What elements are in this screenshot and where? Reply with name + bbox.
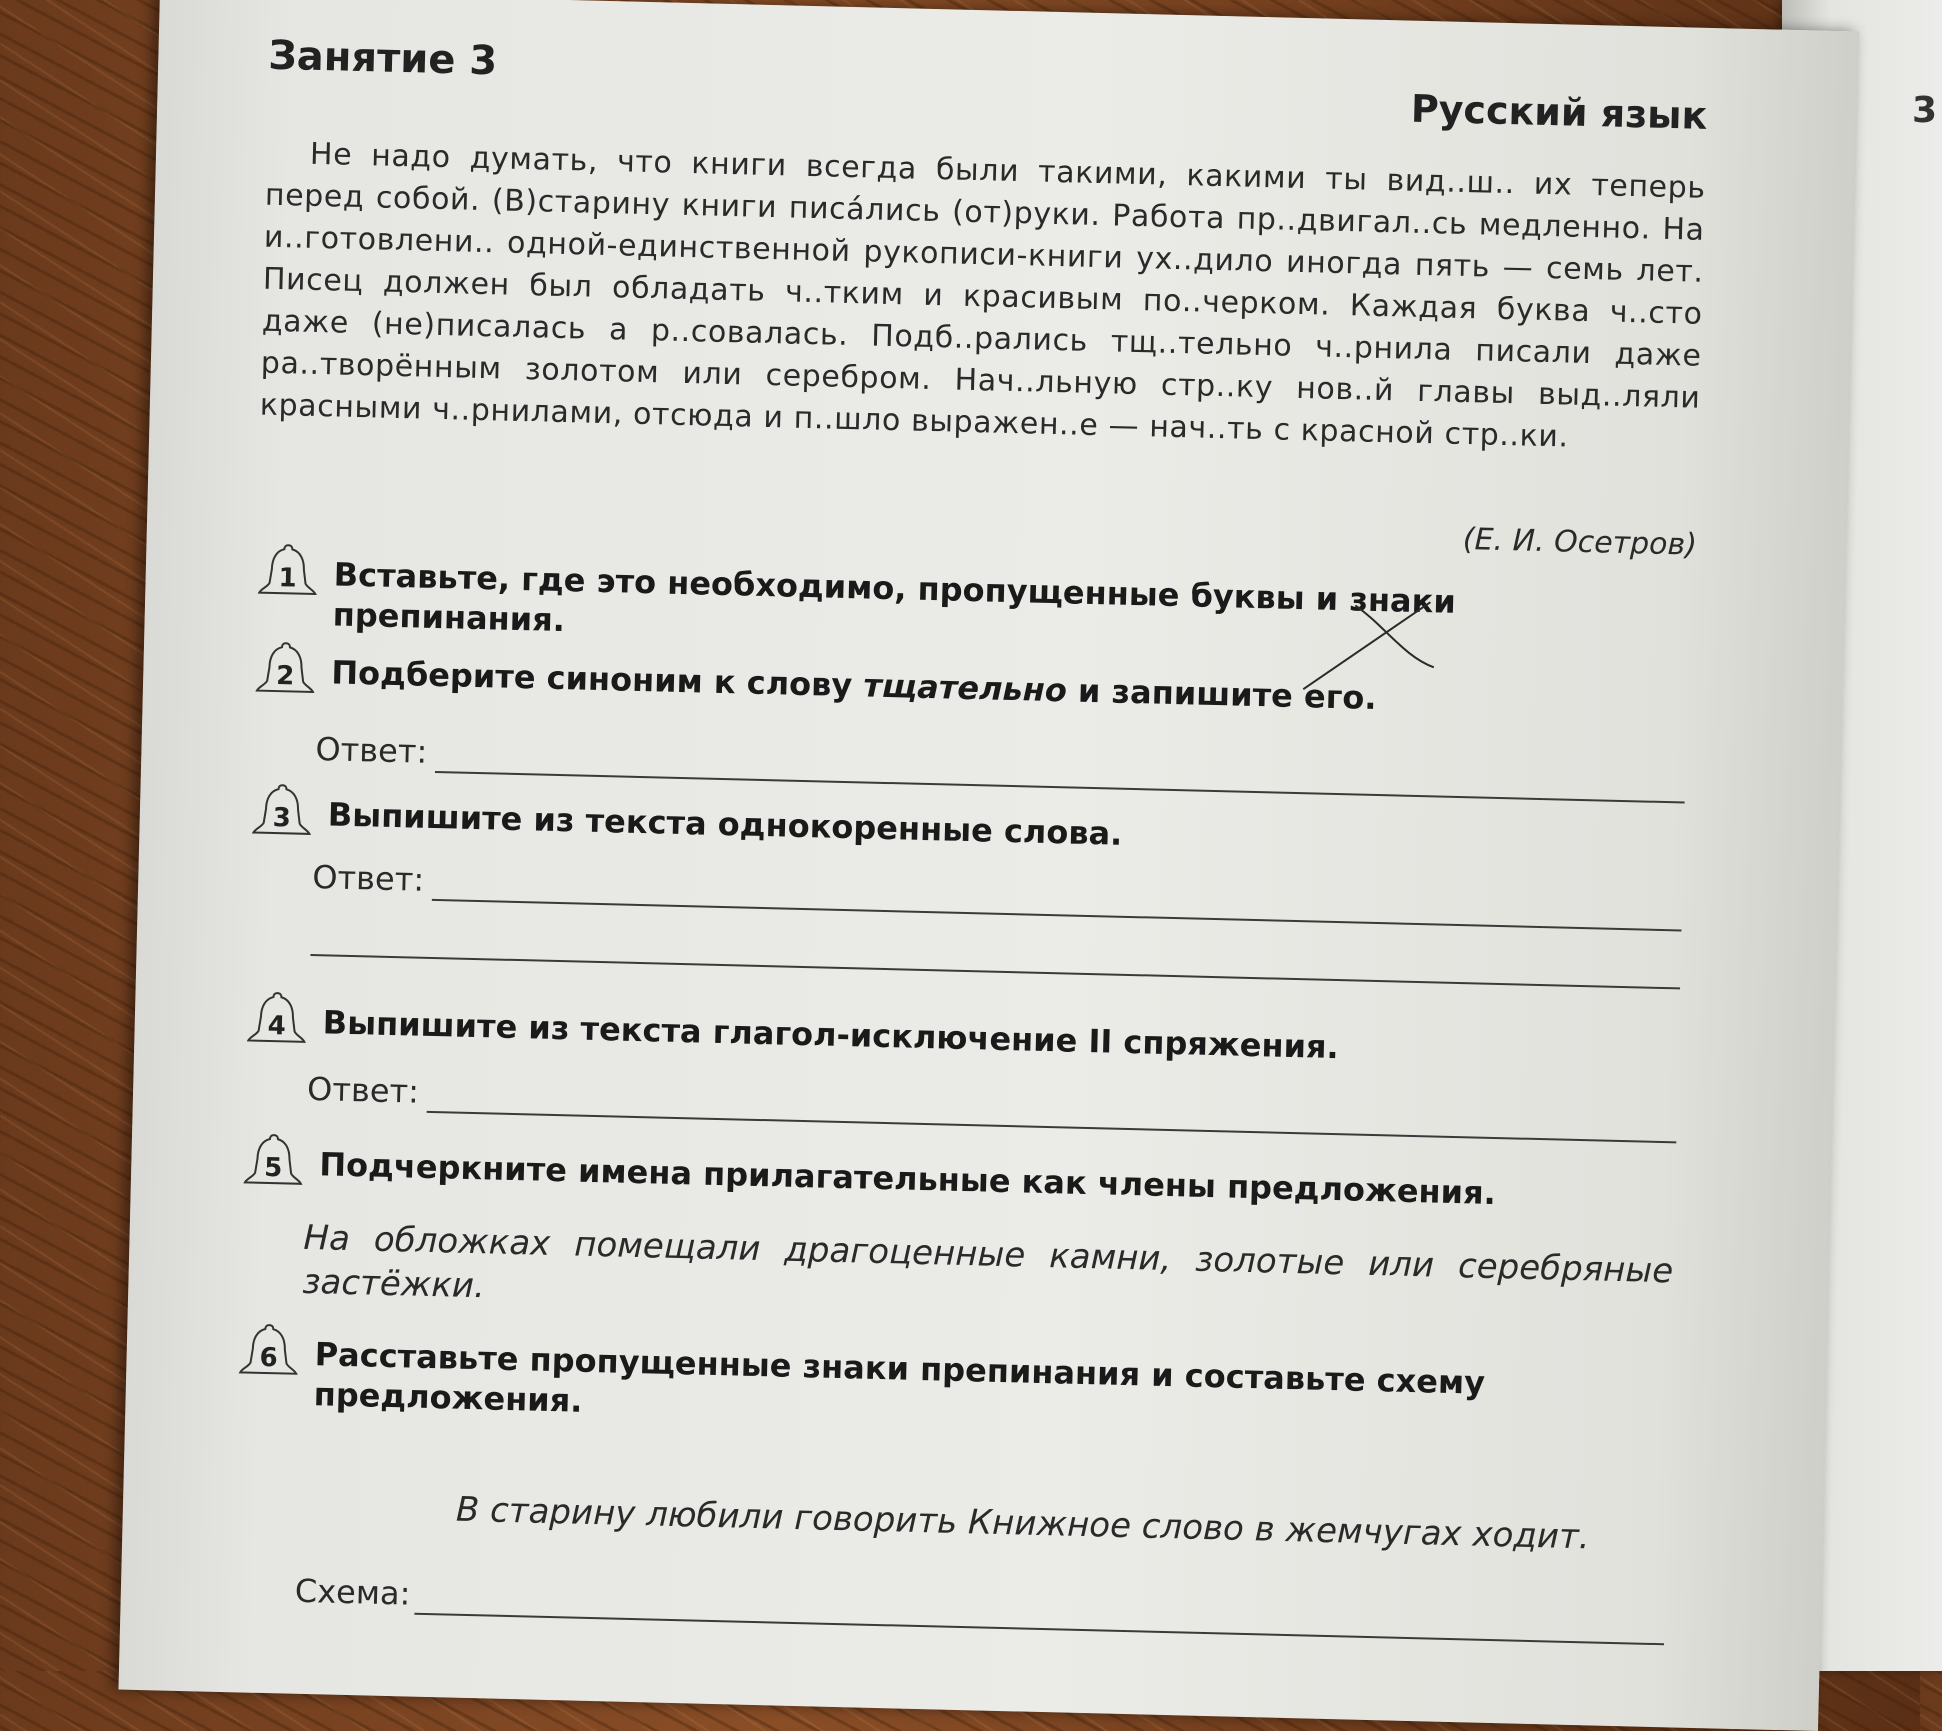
task-number: 1 [278,563,298,594]
task-instruction: Вставьте, где это необходимо, пропущенные буквы и знаки препинания. [332,555,1457,640]
task-instruction: Выпишите из текста однокоренные слова. [327,795,1123,853]
reading-passage: Не надо думать, что книги всегда были такими, какими ты вид..ш.. их теперь перед собой. (В)старину книги писáлись (от)руки. Работа пр..двигал..сь медленно. На и..готовлени.. одной-единственной рукописи-книги ух..дило иногда пять — семь лет. Писец должен был обладать ч..тким и красивым по..черком. Каждая буква ч..сто даже (не)писалась а р..совалась. Подб..рались тщ..тельно ч..рнила писали даже ра..творённым золотом или серебром. Нач..льную стр..ку нов..й главы выд..ляли красными ч..рнилами, отсюда и п..шло выражен..е — нач..ть с красной стр..ки. [259,136,1707,455]
task-instruction: Расставьте пропущенные знаки препинания и составьте схему предложения. [313,1335,1486,1420]
task-number: 4 [267,1010,287,1042]
answer-line[interactable] [432,899,1682,932]
workbook-page [118,0,1859,1731]
answer-label: Ответ: [315,730,428,771]
lesson-title: Занятие 3 [267,32,498,85]
task-5 [242,1142,1682,1307]
answer-line[interactable] [427,1111,1677,1144]
task-instruction-part: Подберите синоним к слову [330,653,864,705]
task-instruction: Подчеркните имена прилагательные как члены предложения. [318,1145,1497,1212]
task-number: 2 [275,661,295,692]
answer-line[interactable] [310,954,1680,989]
task-6 [237,1332,1677,1613]
task-number: 3 [272,803,292,834]
scheme-line[interactable] [414,1613,1664,1646]
answer-label: Ответ: [306,1069,420,1111]
example-sentence: На обложках помещали драгоценные камни, золотые или серебряные застёжки. [301,1217,1674,1307]
task-instruction-part: и запишите его. [1066,671,1378,717]
passage-author: (Е. И. Осетров) [1462,522,1698,563]
task-1 [256,553,1696,640]
task-instruction: Выпишите из текста глагол-исключение II спряжения. [322,1003,1340,1067]
scheme-label: Схема: [294,1571,411,1613]
task-number: 5 [263,1152,283,1184]
task-keyword: тщательно [862,666,1068,710]
task-4 [245,1000,1685,1111]
task-instruction [331,652,1692,725]
page-content [259,32,1709,1613]
task-number: 6 [259,1342,279,1374]
subject-title: Русский язык [1410,86,1708,138]
answer-label: Ответ: [311,857,425,899]
answer-line[interactable] [435,771,1685,804]
next-page-number: 3 [1912,90,1938,131]
example-sentence: В старину любили говорить Книжное слово в жемчугах ходит. [455,1489,1591,1558]
